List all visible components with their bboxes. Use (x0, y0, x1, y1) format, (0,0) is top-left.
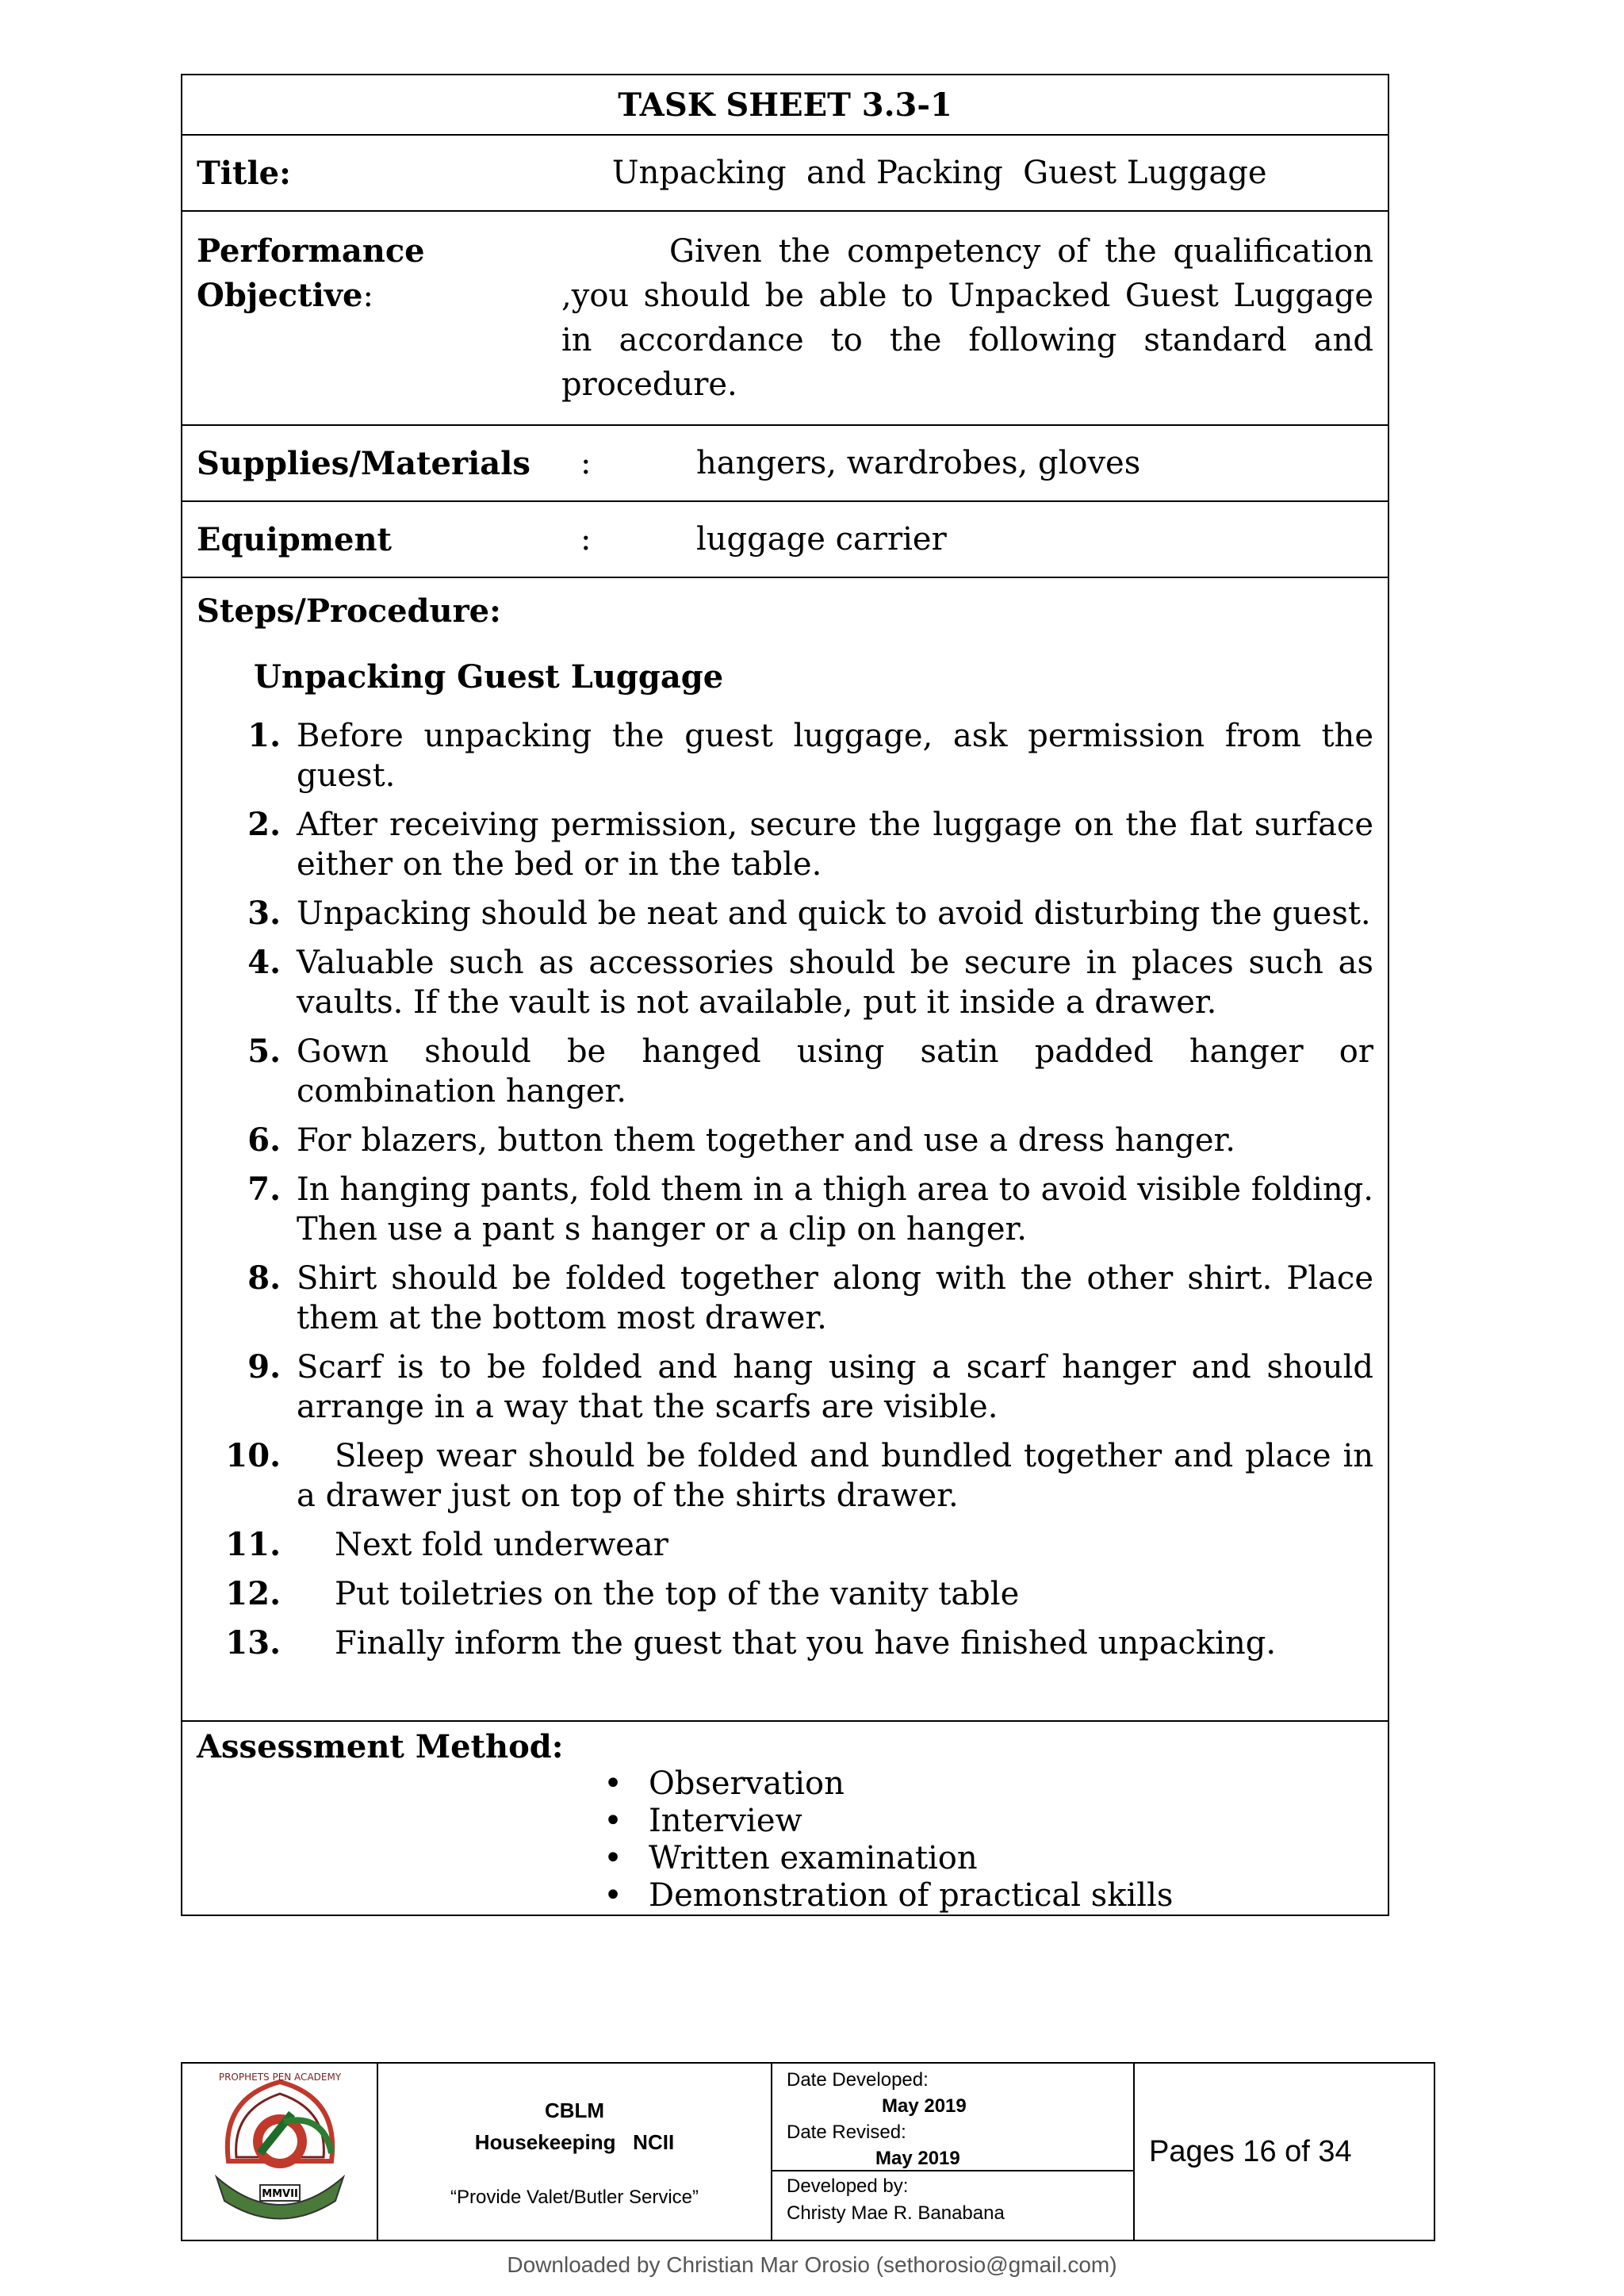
steps-row (182, 577, 1388, 1721)
step-text: Sleep wear should be folded and bundled together and place in a drawer just on top of the shirts drawer. (297, 1438, 1373, 1514)
document-footer (181, 2062, 1435, 2241)
step-number: 8. (247, 1259, 281, 1297)
assessment-method-text: Interview (649, 1803, 802, 1839)
date-developed-value: May 2019 (882, 2095, 967, 2117)
step-number: 9. (247, 1348, 281, 1386)
date-revised-label: Date Revised: (787, 2122, 906, 2143)
step-number: 12. (225, 1575, 281, 1612)
assessment-method-text: Demonstration of practical skills (649, 1877, 1174, 1914)
step-item (197, 805, 1373, 884)
seal-arc-text: PROPHETS PEN ACADEMY (218, 2071, 341, 2083)
steps-subheading: Unpacking Guest Luggage (254, 658, 724, 696)
assessment-method-item (577, 1840, 1373, 1877)
step-item (197, 1259, 1373, 1338)
step-text: Scarf is to be folded and hang using a scarf hanger and should arrange in a way that the scarfs are visible. (297, 1349, 1373, 1425)
equipment-colon: : (580, 520, 592, 558)
step-item (197, 1574, 1373, 1614)
assessment-method-text: Observation (649, 1765, 845, 1802)
step-text: Put toiletries on the top of the vanity table (335, 1576, 1020, 1612)
title-value: Unpacking and Packing Guest Luggage (611, 154, 1267, 191)
developed-by-value: Christy Mae R. Banabana (787, 2202, 1005, 2224)
step-number: 3. (247, 895, 281, 932)
step-item (197, 716, 1373, 795)
assessment-row (182, 1721, 1388, 1915)
school-seal-icon (205, 2066, 355, 2233)
date-revised-value: May 2019 (875, 2148, 960, 2169)
step-item (197, 1170, 1373, 1249)
step-number: 1. (247, 717, 281, 754)
step-item (197, 1623, 1373, 1663)
step-text: Valuable such as accessories should be secure in places such as vaults. If the vault is not available, put it inside a drawer. (297, 945, 1373, 1021)
step-item (197, 1525, 1373, 1565)
step-text: Next fold underwear (335, 1527, 668, 1563)
step-number: 7. (247, 1171, 281, 1208)
step-item (197, 1032, 1373, 1111)
module-title: “Provide Valet/Butler Service” (450, 2187, 699, 2208)
task-sheet-table (181, 74, 1389, 1916)
step-text: In hanging pants, fold them in a thigh area to avoid visible folding. Then use a pant s hanger or a clip on hanger. (297, 1171, 1373, 1248)
supplies-value: hangers, wardrobes, gloves (696, 444, 1141, 481)
step-number: 11. (225, 1526, 281, 1563)
step-number: 4. (247, 944, 281, 981)
download-notice: Downloaded by Christian Mar Orosio (sethorosio@gmail.com) (507, 2252, 1117, 2277)
step-number: 5. (247, 1033, 281, 1070)
objective-colon: : (362, 278, 373, 314)
assessment-methods-list (197, 1765, 1373, 1915)
title-label: Title: (197, 154, 291, 192)
step-number: 2. (247, 806, 281, 843)
step-text: After receiving permission, secure the luggage on the flat surface either on the bed or in the table. (297, 807, 1373, 883)
bullet-icon: • (603, 1765, 622, 1802)
equipment-value: luggage carrier (696, 520, 947, 558)
seal-year-text: MMVII (261, 2187, 298, 2200)
assessment-method-item (577, 1803, 1373, 1840)
step-item (197, 1436, 1373, 1516)
step-number: 10. (225, 1437, 281, 1474)
steps-list (197, 716, 1373, 1663)
step-text: Before unpacking the guest luggage, ask permission from the guest. (297, 718, 1373, 794)
step-number: 13. (225, 1624, 281, 1662)
bullet-icon: • (603, 1877, 622, 1914)
step-text: Gown should be hanged using satin padded hanger or combination hanger. (297, 1033, 1373, 1110)
assessment-method-item (577, 1765, 1373, 1803)
cblm-label: CBLM (544, 2099, 605, 2122)
page-count: Pages 16 of 34 (1134, 2063, 1434, 2240)
school-logo-cell (182, 2063, 377, 2240)
step-number: 6. (247, 1121, 281, 1159)
step-item (197, 1121, 1373, 1160)
assessment-method-text: Written examination (649, 1840, 978, 1876)
assessment-method-item (577, 1877, 1373, 1915)
step-text: For blazers, button them together and use a dress hanger. (297, 1122, 1235, 1159)
assessment-label: Assessment Method: (197, 1728, 564, 1765)
developed-by-label: Developed by: (787, 2175, 909, 2197)
supplies-label: Supplies/Materials (197, 444, 530, 482)
step-item (197, 894, 1373, 933)
objective-label: Performance Objective (197, 232, 425, 314)
task-sheet-header: TASK SHEET 3.3-1 (182, 75, 1388, 135)
equipment-label: Equipment (197, 520, 393, 558)
objective-text: Given the competency of the qualification ,you should be able to Unpacked Guest Luggage in accordance to the following standard and procedure. (561, 233, 1373, 403)
equipment-row (182, 501, 1388, 577)
supplies-row (182, 425, 1388, 501)
course-label: Housekeeping NCII (474, 2130, 675, 2154)
supplies-colon: : (580, 444, 592, 481)
dates-cell (772, 2063, 1134, 2240)
title-row (182, 135, 1388, 211)
module-info-cell (377, 2063, 772, 2240)
bullet-icon: • (603, 1803, 622, 1839)
date-developed-label: Date Developed: (787, 2069, 929, 2091)
step-text: Unpacking should be neat and quick to avoid disturbing the guest. (297, 895, 1371, 932)
bullet-icon: • (603, 1840, 622, 1876)
objective-row (182, 211, 1388, 425)
step-item (197, 943, 1373, 1022)
step-item (197, 1347, 1373, 1427)
step-text: Finally inform the guest that you have finished unpacking. (335, 1625, 1277, 1662)
step-text: Shirt should be folded together along with the other shirt. Place them at the bottom most drawer. (297, 1260, 1373, 1336)
steps-label: Steps/Procedure: (197, 592, 501, 630)
